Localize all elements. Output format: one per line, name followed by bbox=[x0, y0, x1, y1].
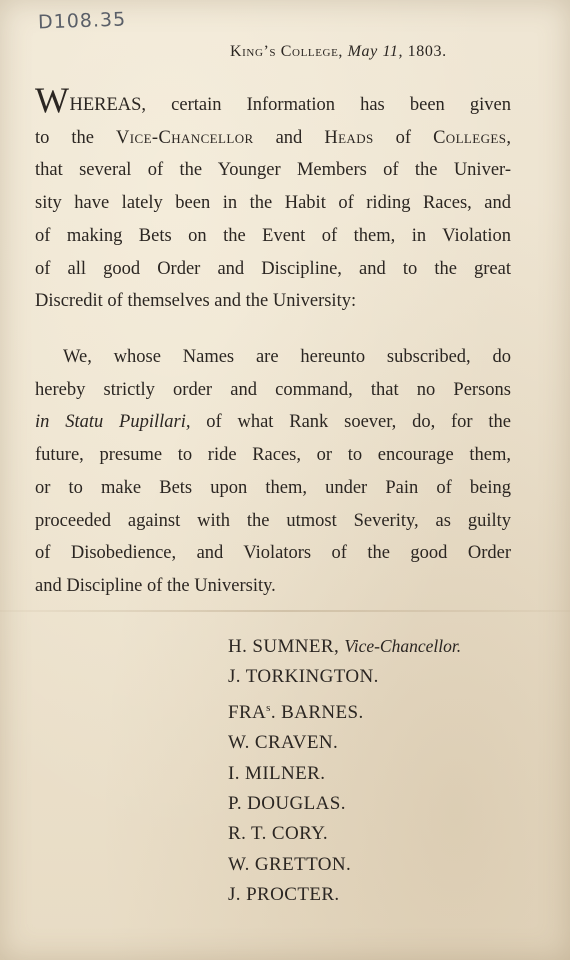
dateline-date: May 11, bbox=[347, 43, 404, 60]
vice-chancellor-smallcaps: Vice-Chancellor bbox=[116, 127, 254, 148]
text-line: of all good Order and Discipline, and to the great bbox=[35, 258, 511, 279]
signatory: W. CRAVEN. bbox=[228, 732, 339, 754]
colleges-smallcaps: Colleges bbox=[433, 127, 507, 148]
dateline bbox=[230, 43, 447, 61]
signatory bbox=[228, 631, 548, 662]
text-line: We, whose Names are hereunto subscribed, do bbox=[63, 347, 511, 367]
dateline-year: 1803. bbox=[407, 43, 447, 60]
text-run: , bbox=[506, 127, 511, 148]
signatory-name: H. SUMNER, bbox=[228, 636, 340, 657]
signatory-title: Vice-Chancellor. bbox=[344, 636, 462, 656]
text-line: future, presume to ride Races, or to encourage them, bbox=[35, 445, 511, 466]
text-line bbox=[35, 406, 511, 439]
heads-smallcaps: Heads bbox=[324, 127, 374, 148]
signatory: I. MILNER. bbox=[228, 762, 326, 784]
signatory-name: . BARNES. bbox=[270, 701, 364, 723]
text-line: proceeded against with the utmost Severity, as guilty bbox=[35, 510, 511, 531]
signatory: J. PROCTER. bbox=[228, 884, 340, 906]
notice-paragraph-order bbox=[35, 341, 511, 603]
signatory bbox=[228, 693, 548, 728]
signatory: R. T. CORY. bbox=[228, 823, 328, 845]
text-line: Discredit of themselves and the University: bbox=[35, 291, 357, 312]
archive-reference-mark: D108.35 bbox=[37, 8, 127, 34]
text-run: of what Rank soever, do, for the bbox=[190, 412, 511, 433]
text-line bbox=[35, 122, 511, 155]
superscript: s bbox=[266, 701, 271, 714]
signatory: P. DOUGLAS. bbox=[228, 793, 346, 815]
latin-phrase: in Statu Pupillari, bbox=[35, 412, 191, 433]
signatory-name: FRA bbox=[228, 701, 267, 723]
text-line: sity have lately been in the Habit of riding Races, and bbox=[35, 193, 511, 214]
text-line: that several of the Younger Members of the Univer- bbox=[35, 160, 511, 181]
text-run: and bbox=[253, 127, 325, 148]
text-line bbox=[35, 80, 511, 122]
text-line: of making Bets on the Event of them, in Violation bbox=[35, 225, 511, 246]
text-line: hereby strictly order and command, that no Persons bbox=[35, 379, 511, 400]
notice-paragraph-whereas bbox=[35, 80, 511, 318]
text-run: HEREAS, certain Information has been given bbox=[69, 95, 511, 115]
text-line: of Disobedience, and Violators of the good Order bbox=[35, 543, 511, 564]
dateline-place: King’s College, bbox=[230, 43, 343, 60]
text-line: and Discipline of the University. bbox=[35, 575, 276, 596]
text-run: of bbox=[373, 127, 434, 148]
text-line: or to make Bets upon them, under Pain of being bbox=[35, 477, 511, 498]
drop-cap: W bbox=[35, 80, 70, 120]
paper-fold-crease bbox=[0, 610, 570, 612]
signatory-list bbox=[228, 631, 548, 911]
signatory: J. TORKINGTON. bbox=[228, 666, 379, 688]
text-run: to the bbox=[35, 127, 117, 148]
signatory: W. GRETTON. bbox=[228, 853, 352, 875]
